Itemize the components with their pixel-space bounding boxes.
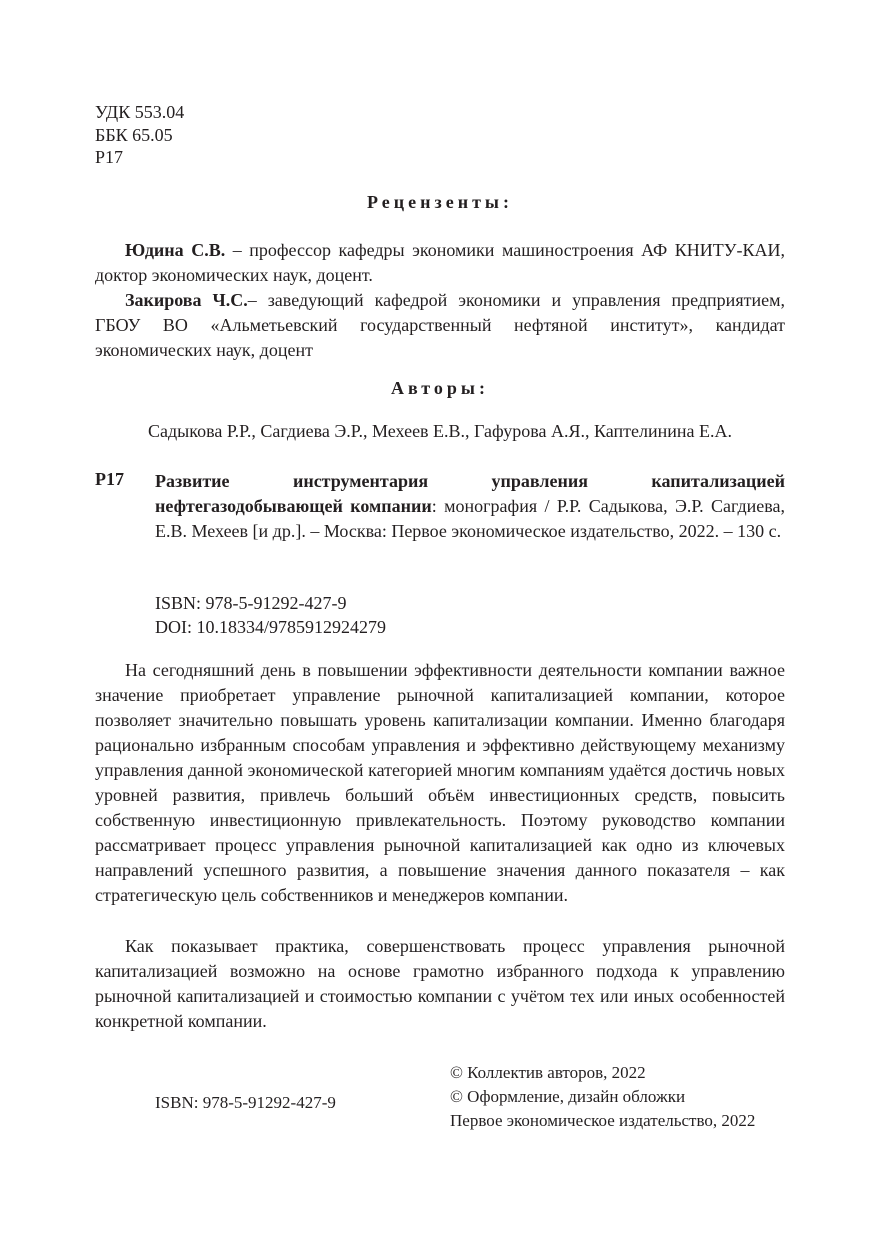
copyright-authors: © Коллектив авторов, 2022 (450, 1063, 646, 1082)
abstract-paragraph-2: Как показывает практика, совершенствовать процесс управления рыночной капитализацией возможно на основе грамотно избранного подхода к управлению рыночной капитализацией и стоимостью компании с учётом тех или иных особенностей конкретной компании. (95, 936, 785, 1031)
reviewer-1-name: Юдина С.В. (125, 240, 226, 260)
author-mark: Р17 (95, 147, 124, 167)
authors-list: Садыкова Р.Р., Сагдиева Э.Р., Мехеев Е.В., Гафурова А.Я., Каптелинина Е.А. (148, 421, 732, 441)
bibliography-entry (155, 469, 785, 544)
identifiers (155, 591, 386, 639)
doi: DOI: 10.18334/9785912924279 (155, 617, 386, 637)
bibliography-code: Р17 (95, 469, 124, 489)
book-title: Развитие инструментария управления капитализацией нефтегазодобывающей компании (155, 471, 785, 516)
reviewers-heading: Рецензенты: (367, 192, 513, 212)
abstract-paragraph-1: На сегодняшний день в повышении эффективности деятельности компании важное значение приобретает управление рыночной капитализацией компании, которое позволяет значительно повышать уровень капитализации компании. Именно благодаря рационально избранным способам управления и эффективно действующему механизму управления данной экономической категорией многим компаниям удаётся достичь новых уровней развития, привлечь больший объём инвестиционных средств, повысить собственную инвестиционную привлекательность. Поэтому руководство компании рассматривает процесс управления рыночной капитализацией как одно из ключевых направлений успешного развития, а повышение значения данного показателя – как стратегическую цель собственников и менеджеров компании. (95, 660, 785, 905)
reviewer-1-text: – профессор кафедры экономики машиностроения АФ КНИТУ-КАИ, доктор экономических наук, доцент. (95, 240, 785, 285)
isbn: ISBN: 978-5-91292-427-9 (155, 593, 347, 613)
classification-codes (95, 101, 184, 169)
bbk-code: ББК 65.05 (95, 124, 173, 145)
reviewer-1 (95, 238, 785, 288)
publisher: Первое экономическое издательство, 2022 (450, 1111, 756, 1130)
reviewer-2 (95, 288, 785, 363)
copyright-design: © Оформление, дизайн обложки (450, 1087, 686, 1106)
reviewer-2-text: – заведующий кафедрой экономики и управления предприятием, ГБОУ ВО «Альметьевский государственный нефтяной институт», кандидат экономических наук, доцент (95, 290, 785, 360)
footer-isbn: ISBN: 978-5-91292-427-9 (155, 1093, 336, 1112)
udk-code: УДК 553.04 (95, 102, 185, 122)
authors-heading: Авторы: (391, 378, 489, 398)
reviewer-2-name: Закирова Ч.С. (125, 290, 248, 310)
copyright-block (450, 1061, 755, 1133)
bibliography-rest: : монография / Р.Р. Садыкова, Э.Р. Сагдиева, Е.В. Мехеев [и др.]. – Москва: Первое экономическое издательство, 2022. – 130 с. (155, 496, 785, 541)
